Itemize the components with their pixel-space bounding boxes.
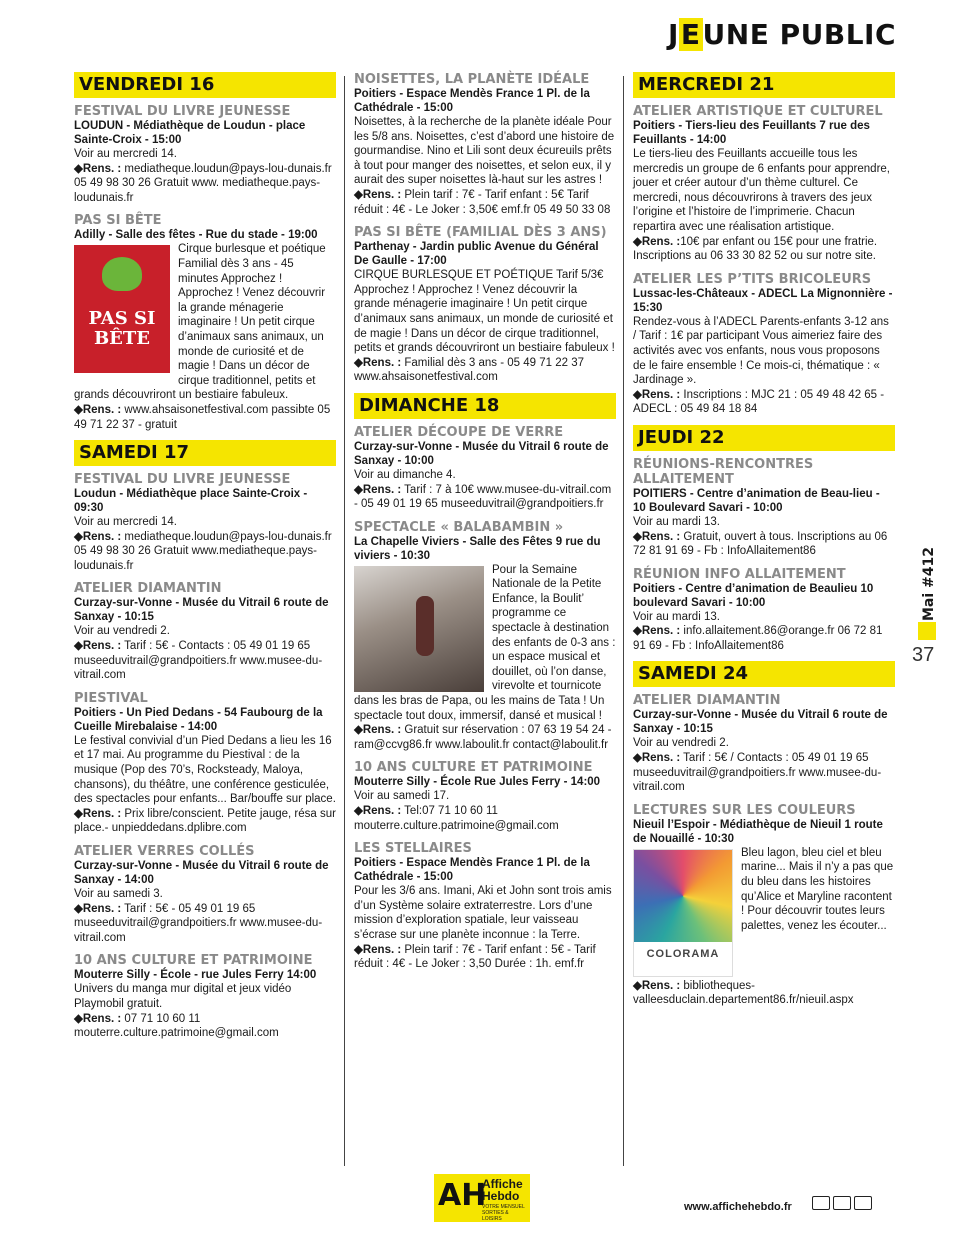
event-location: Curzay-sur-Vonne - Musée du Vitrail 6 route de Sanxay - 10:15 [74, 597, 329, 624]
event-item [354, 841, 616, 972]
column-3 [633, 72, 895, 1016]
poster-image: PAS SI BÊTE [74, 245, 170, 373]
event-title: ATELIER DIAMANTIN [633, 693, 781, 709]
event-location: Curzay-sur-Vonne - Musée du Vitrail 6 route de Sanxay - 10:15 [633, 709, 888, 736]
book-cover-image: COLORAMA [633, 849, 733, 977]
event-title: FESTIVAL DU LIVRE JEUNESSE [74, 472, 291, 488]
mosaic-illustration [634, 850, 732, 942]
event-text: Voir au samedi 3. [74, 888, 163, 900]
event-title: LES STELLAIRES [354, 841, 472, 857]
event-item [74, 213, 336, 432]
event-item [74, 953, 336, 1040]
day-heading: DIMANCHE 18 [354, 393, 616, 419]
event-location: Mouterre Silly - École - rue Jules Ferry 14:00 [74, 969, 317, 982]
event-text: Voir au mardi 13. [633, 610, 720, 623]
event-item [633, 693, 895, 794]
event-title: RÉUNIONS-RENCONTRES ALLAITEMENT [633, 456, 814, 487]
event-rens: ◆Rens. : 07 71 10 60 11 mouterre.culture.patrimoine@gmail.com [74, 1012, 279, 1040]
event-item [74, 691, 336, 836]
event-text: Voir au mercredi 14. [74, 148, 177, 160]
event-item [74, 104, 336, 205]
event-rens: ◆Rens. : Prix libre/conscient. Petite jauge, résa sur place.- unpieddedans.dplibre.com [74, 807, 336, 835]
event-location: Curzay-sur-Vonne - Musée du Vitrail 6 route de Sanxay - 14:00 [74, 860, 329, 886]
yellow-marker [918, 622, 936, 640]
issue-label: Mai #412 [921, 546, 938, 622]
event-item [74, 581, 336, 682]
event-rens: ◆Rens. : Plein tarif : 7€ - Tarif enfant : 5€ - Tarif réduit : 4€ - Le Joker : 3,50 Durée : 1h. emf.fr [354, 943, 596, 971]
event-location: Poitiers - Tiers-lieu des Feuillants 7 rue des Feuillants - 14:00 [633, 120, 870, 146]
event-location: Parthenay - Jardin public Avenue du Général De Gaulle - 17:00 [354, 241, 599, 268]
event-text: Voir au mercredi 14. [74, 516, 177, 529]
event-text: Voir au vendredi 2. [633, 737, 729, 750]
event-text: Le festival convivial d’un Pied Dedans a lieu les 16 et 17 mai. Au programme du Piestival : de la musique (Pop des 70’s, Rocksteady, Maloya, chansons), du théâtre, une conférence gesticulée, des spectacles pour enfants... Bar/bouffe sur place. [74, 734, 336, 806]
event-text: Voir au dimanche 4. [354, 468, 456, 481]
event-title: NOISETTES, LA PLANÈTE IDÉALE [354, 72, 590, 87]
event-item [354, 425, 616, 512]
event-rens: ◆Rens. : Tel:07 71 10 60 11 mouterre.culture.patrimoine@gmail.com [354, 805, 559, 832]
event-item [74, 844, 336, 945]
event-item [633, 272, 895, 417]
event-rens: ◆Rens. : Plein tarif : 7€ - Tarif enfant : 5€ Tarif réduit : 4€ - Le Joker : 3,50€ emf.fr 05 49 50 33 08 [354, 188, 611, 216]
event-text: Pour les 3/6 ans. Imani, Aki et John sont trois amis d’un Système solaire extraterrestre. Lors d’une mission d’exploration spatiale, leur vaisseau s’écrase sur une planète inconnue : la Terre. [354, 885, 612, 941]
event-rens: ◆Rens. : mediatheque.loudun@pays-lou-dunais.fr 05 49 98 30 26 Gratuit www.mediatheque.pays-loudunais.fr [74, 530, 332, 572]
device-icons [812, 1196, 892, 1212]
event-text: Pour la Semaine Nationale de la Petite Enfance, la Boulit’ programme ce spectacle à destination des enfants de 0-3 ans : un espace musical et douillet, où l’on danse, virevolte et tournicote dans les bras de Papa, ou les mains de Tata ! Un spectacle tout doux, immersif, dansé et musical ! [354, 563, 616, 722]
event-rens: ◆Rens. : Inscriptions : MJC 21 : 05 49 48 42 65 - ADECL : 05 49 84 18 84 [633, 388, 885, 416]
event-text: Noisettes, à la recherche de la planète idéale Pour les 5/8 ans. Noisettes, c’est d’abord une histoire de gourmandise. Nino et Lili sont deux écureuils prêts à tout pour manger des noisettes, et selon eux, il y aurait des super noisettes là-haut sur les astres ! [354, 116, 615, 187]
column-1 [74, 72, 336, 1049]
book-icon [812, 1196, 830, 1210]
event-title: ATELIER LES P’TITS BRICOLEURS [633, 271, 872, 287]
event-rens: ◆Rens. : Tarif : 5€ - Contacts : 05 49 01 19 65 museeduvitrail@grandpoitiers.fr www.musee-du-vitrail.com [74, 640, 323, 682]
event-text: Univers du manga mur digital et jeux vidéo Playmobil gratuit. [74, 983, 292, 1010]
event-text: Voir au samedi 17. [354, 790, 450, 803]
event-title: 10 ANS CULTURE ET PATRIMOINE [74, 953, 313, 969]
event-text: Voir au vendredi 2. [74, 625, 170, 638]
event-title: ATELIER VERRES COLLÉS [74, 844, 255, 859]
event-text: Cirque burlesque et poétique Familial dès 3 ans - 45 minutes Approchez ! Approchez ! Venez découvrir la grande ménagerie imaginaire ! Un petit cirque d’animaux sans animaux, un monde de curiosité et de magie ! Dans un décor de cirque traditionnel, petits et grands découvriront un bestiaire fabuleux. [74, 243, 326, 402]
column-divider [344, 76, 345, 1166]
side-tab [912, 546, 938, 688]
column-2 [354, 72, 616, 980]
event-location: Lussac-les-Châteaux - ADECL La Mignonnière - 15:30 [633, 287, 893, 314]
event-title: 10 ANS CULTURE ET PATRIMOINE [354, 760, 593, 776]
event-rens: ◆Rens. :10€ par enfant ou 15€ pour une fratrie. Inscriptions au 06 33 30 82 52 ou sur notre site. [633, 235, 878, 263]
event-text: CIRQUE BURLESQUE ET POÉTIQUE Tarif 5/3€ Approchez ! Approchez ! Venez découvrir la grande ménagerie imaginaire ! Un petit cirque d’animaux sans animaux, un monde de curiosité et de magie ! Dans un décor de cirque traditionnel, petits et grands découvriront un bestiaire fabuleux ! [354, 269, 615, 355]
day-heading: JEUDI 22 [633, 425, 895, 451]
event-item [633, 803, 895, 1008]
event-item [354, 72, 616, 217]
day-heading: MERCREDI 21 [633, 72, 895, 98]
event-location: Adilly - Salle des fêtes - Rue du stade - 19:00 [74, 229, 318, 242]
computer-icon [833, 1196, 851, 1210]
event-title: PIESTIVAL [74, 690, 148, 706]
event-title: LECTURES SUR LES COULEURS [633, 802, 856, 818]
event-rens: ◆Rens. : Tarif : 5€ - 05 49 01 19 65 museeduvitrail@grandpoitiers.fr www.musee-du-vitrail.com [74, 902, 323, 944]
event-location: La Chapelle Viviers - Salle des Fêtes 9 rue du viviers - 10:30 [354, 535, 601, 562]
event-rens: ◆Rens. : Gratuit sur réservation : 07 63 19 54 24 - ram@ccvg86.fr www.laboulit.fr contact@laboulit.fr [354, 724, 612, 751]
event-rens: ◆Rens. : Gratuit, ouvert à tous. Inscriptions au 06 72 81 91 69 - Fb : InfoAllaitement86 [633, 530, 888, 558]
website-link[interactable]: www.affichehebdo.fr [684, 1201, 792, 1213]
event-rens: ◆Rens. : Familial dès 3 ans - 05 49 71 22 37 www.ahsaisonetfestival.com [354, 356, 585, 384]
event-title: ATELIER DIAMANTIN [74, 581, 222, 597]
event-location: LOUDUN - Médiathèque de Loudun - place Sainte-Croix - 15:00 [74, 120, 306, 146]
card-icon [854, 1196, 872, 1210]
event-title: ATELIER ARTISTIQUE ET CULTUREL [633, 104, 883, 119]
event-text: Le tiers-lieu des Feuillants accueille tous les mercredis un groupe de 6 enfants pour apprendre, jouer et créer autour d’un thème culturel. Ce mercredi, nous découvrirons à travers des jeux l’origine et l’histoire de l’imprimerie. Chacun repartira avec une réalisation artistique. [633, 148, 890, 233]
event-text: Voir au mardi 13. [633, 515, 720, 528]
event-location: Poitiers - Un Pied Dedans - 54 Faubourg de la Cueille Mirebalaise - 14:00 [74, 706, 323, 733]
event-location: Poitiers - Espace Mendès France 1 Pl. de la Cathédrale - 15:00 [354, 857, 590, 884]
event-rens: ◆Rens. : www.ahsaisonetfestival.com passibte 05 49 71 22 37 - gratuit [74, 403, 331, 431]
event-item [354, 225, 616, 385]
event-rens: ◆Rens. : Tarif : 7 à 10€ www.musee-du-vitrail.com - 05 49 01 19 65 museeduvitrail@grandpoitiers.fr [354, 483, 612, 511]
day-heading: SAMEDI 17 [74, 440, 336, 466]
event-title: PAS SI BÊTE (FAMILIAL DÈS 3 ANS) [354, 225, 607, 241]
event-title: SPECTACLE « BALABAMBIN » [354, 519, 564, 535]
event-rens: ◆Rens. : bibliotheques-valleesduclain.departement86.fr/nieuil.aspx [633, 979, 854, 1007]
event-location: Poitiers - Centre d’animation de Beaulieu 10 boulevard Savari - 10:00 [633, 582, 874, 609]
column-divider [623, 76, 624, 1166]
event-text: Bleu lagon, bleu ciel et bleu marine... Mais il n’y a pas que du bleu dans les histoires qu’Alice et Maryline racontent ! Pour découvrir toutes leurs palettes, venez les écouter... [741, 846, 894, 932]
event-location: Curzay-sur-Vonne - Musée du Vitrail 6 route de Sanxay - 10:00 [354, 440, 609, 467]
event-title: FESTIVAL DU LIVRE JEUNESSE [74, 104, 291, 119]
event-location: Poitiers - Espace Mendès France 1 Pl. de la Cathédrale - 15:00 [354, 88, 590, 114]
page-number: 37 [912, 644, 935, 666]
event-location: Loudun - Médiathèque place Sainte-Croix - 09:30 [74, 488, 308, 515]
affiche-hebdo-logo: AH Affiche Hebdo VOTRE MENSUEL SORTIES & LOISIRS [434, 1174, 530, 1222]
dancer-figure [416, 596, 434, 656]
day-heading: SAMEDI 24 [633, 661, 895, 687]
event-item [633, 457, 895, 559]
event-location: POITIERS - Centre d’animation de Beau-lieu - 10 Boulevard Savari - 10:00 [633, 487, 880, 514]
day-heading: VENDREDI 16 [74, 72, 336, 98]
event-item [354, 520, 616, 753]
event-text: Rendez-vous à l’ADECL Parents-enfants 3-12 ans / Tarif : 1€ par participant Vous aimeriez faire des activités avec vos enfants, nous vous proposons de le faire ensemble ! Ce mois-ci, thématique : « Jardinage ». [633, 315, 889, 387]
event-rens: ◆Rens. : info.allaitement.86@orange.fr 06 72 81 91 69 - Fb : InfoAllaitement86 [633, 625, 883, 652]
event-item [74, 472, 336, 573]
event-location: Mouterre Silly - École Rue Jules Ferry - 14:00 [354, 776, 601, 789]
event-item [354, 760, 616, 833]
event-location: Nieuil l’Espoir - Médiathèque de Nieuil 1 route de Nouaillé - 10:30 [633, 818, 883, 845]
event-title: RÉUNION INFO ALLAITEMENT [633, 566, 846, 582]
event-title: ATELIER DÉCOUPE DE VERRE [354, 424, 564, 440]
event-rens: ◆Rens. : mediatheque.loudun@pays-lou-dunais.fr 05 49 98 30 26 Gratuit www. mediatheque.pays-loudunais.fr [74, 162, 332, 204]
show-photo [354, 566, 484, 692]
event-item [633, 567, 895, 654]
event-item [633, 104, 895, 264]
event-rens: ◆Rens. : Tarif : 5€ / Contacts : 05 49 01 19 65 museeduvitrail@grandpoitiers.fr www.musee-du-vitrail.com [633, 752, 882, 794]
frog-illustration [102, 257, 142, 291]
page-title: JEUNE PUBLIC [667, 18, 896, 51]
event-title: PAS SI BÊTE [74, 213, 162, 229]
